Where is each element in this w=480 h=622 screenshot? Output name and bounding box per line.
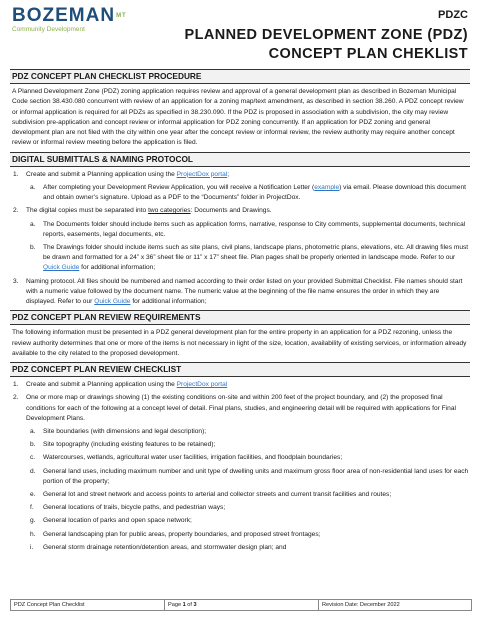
footer-revision-date: Revision Date: December 2022	[322, 602, 400, 608]
logo-state: MT	[116, 13, 127, 19]
form-code: PDZC	[438, 9, 468, 21]
page-subtitle: CONCEPT PLAN CHEKLIST	[268, 46, 468, 62]
subitem-text: General locations of trails, bicycle paths, and pedestrian ways;	[43, 504, 226, 512]
item-text: for additional information;	[130, 298, 207, 306]
page-title: PLANNED DEVELOPMENT ZONE (PDZ)	[184, 27, 468, 43]
subitem-letter: a.	[30, 427, 36, 435]
checklist-subitem	[26, 467, 470, 487]
list-item: 3. Naming protocol. All files should be numbered and named according to their order listed on your provided Submittal Checklist. File names should start with a numeric value followed by the document name. The numeric value at the beginning of the file name ensures the order in which they are displayed. Refer to our Quick Guide for additional information;	[13, 277, 463, 306]
checklist-subitem	[26, 503, 470, 513]
item-text: two categories	[148, 207, 191, 215]
checklist-subitem	[26, 427, 470, 437]
section-heading-digital: DIGITAL SUBMITTALS & NAMING PROTOCOL	[10, 152, 470, 167]
footer-text: Page	[168, 602, 183, 608]
footer-page-number	[165, 600, 319, 610]
digital-list	[10, 170, 470, 307]
sub-list	[26, 427, 470, 553]
item-text: The digital copies must be separated into	[26, 207, 149, 215]
item-text: Naming protocol. All files should be numbered and named according to their order listed on your provided Submittal Checklist. File names should start with a numeric value followed by the document name. The numeric value at the beginning of the file name ensures the order in which they are displayed. Refer to our	[26, 277, 463, 306]
checklist-subitem	[26, 453, 470, 463]
item-text: The Documents folder should include items such as application forms, narrative, response to City comments, supplemental documents, technical reports, easements, legal documents, etc.	[43, 220, 466, 238]
item-text: ;	[227, 170, 230, 178]
subitem-letter: e.	[30, 490, 36, 498]
checklist-list	[10, 380, 470, 553]
item-text: After completing your Development Review Application, you will receive a Notification Letter (	[43, 183, 315, 191]
header	[10, 0, 470, 66]
subitem-letter: i.	[30, 543, 34, 551]
page-footer	[10, 599, 472, 611]
subitem-text: General lot and street network and access points to arterial and collector streets and current transit facilities and routes;	[43, 490, 392, 498]
list-item: 2. The digital copies must be separated into two categories: Documents and Drawings. a. The Documents folder should include items such as application forms, narrative, response to City comments, supplemental documents, technical reports, easements, legal documents, etc. b. The Drawings folder should include items such as site plans, civil plans, landscape plans, photometric plans, elevations, etc. All drawing files must be drawn and formatted for a 24” x 36” sheet file or 11” x 17” sheet file. Plan pages shall be properly oriented in landscape mode. Refer to our Quick Guide for additional information;	[10, 206, 470, 273]
checklist-subitem	[26, 530, 470, 540]
item-text: Create and submit a Planning application using the	[26, 170, 177, 178]
requirements-paragraph: The following information must be presented in a PDZ general development plan for the entire property in an application for a PDZ rezoning, unless the review authority determines that one or more of the items is not necessary in light of the size, location, availability of existing services, or information already available to the city related to the proposed development.	[12, 329, 467, 357]
checklist-subitem	[26, 440, 470, 450]
procedure-paragraph: A Planned Development Zone (PDZ) zoning application requires review and approval of a general development plan as described in Bozeman Municipal Code section 38.430.080 concurrent with review of an application for a zoning map/text amendment, as described in section 38.260. A PDZ concept review or informal application is required for all PDZs as specified in 38.230.090. If the PDZ is proposed in association with a subdivision, the city may review subdivision pre-application and concept review or informal application for PDZ zoning concurrently. If an application for PDZ zoning and general development plan are not filed with the city within one year after the concept review or informal review, the review authority may require another concept review or informal review meeting before the application is filed.	[12, 88, 464, 147]
section-heading-checklist: PDZ CONCEPT PLAN REVIEW CHECKLIST	[10, 362, 470, 377]
logo-wordmark: BOZEMAN	[12, 5, 116, 26]
item-text: : Documents and Drawings.	[190, 207, 272, 215]
item-text: ) via email. Please download this document and obtain owner’s signature. Upload as a PDF to the “Documents” folder in ProjectDox.	[43, 183, 466, 202]
footer-text: 1	[182, 602, 186, 608]
list-item: b. The Drawings folder should include items such as site plans, civil plans, landscape plans, photometric plans, elevations, etc. All drawing files must be drawn and formatted for a 24” x 36” sheet file or 11” x 17” sheet file. Plan pages shall be properly oriented in landscape mode. Refer to our Quick Guide for additional information;	[30, 244, 469, 272]
subitem-text: General land uses, including maximum number and unit type of dwelling units and maximum gross floor area of non-residential land uses for each portion of the property;	[43, 467, 469, 485]
item-text: One or more map or drawings showing (1) the existing conditions on-site and within 200 feet of the project boundary, and (2) the proposed final conditions for each of the following at a concept level of detail. Final plans, studies, and engineering detail will be required with applications for Final Development Plans.	[26, 394, 456, 422]
list-item: 2. One or more map or drawings showing (1) the existing conditions on-site and within 200 feet of the project boundary, and (2) the proposed final conditions for each of the following at a concept level of detail. Final plans, studies, and engineering detail will be required with applications for Final Development Plans. a. Site boundaries (with dimensions and legal description); b. Site topography (including existing features to be retained); c. Watercourses, wetlands, agricultural water user facilities, irrigation facilities, and floodplain boundaries; d. General land uses, including maximum number and unit type of dwelling units and maximum gross floor area of non-residential land uses for each portion of the property; e. General lot and street network and access points to arterial and collector streets and current transit facilities and routes; f. General locations of trails, bicycle paths, and pedestrian ways; g. General location of parks and open space network; h. General landscaping plan for public areas, property boundaries, and proposed street frontages; i. General storm drainage retention/detention areas, and stormwater design plan; and	[10, 393, 470, 553]
footer-text: of	[185, 602, 194, 608]
item-text: The Drawings folder should include items such as site plans, civil plans, landscape plans, photometric plans, elevations, etc. All drawing files must be drawn and formatted for a 24” x 36” sheet file or 11” x 17” sheet file. Plan pages shall be properly oriented in landscape mode. Refer to our	[43, 244, 469, 262]
list-item: 1. Create and submit a Planning application using the ProjectDox portal; a. After completing your Development Review Application, you will receive a Notification Letter (example) via email. Please download this document and obtain owner’s signature. Upload as a PDF to the “Documents” folder in ProjectDox.	[10, 170, 470, 204]
logo-subtitle: Community Development	[12, 26, 85, 33]
subitem-text: Site boundaries (with dimensions and legal description);	[43, 427, 207, 435]
list-item: a. The Documents folder should include items such as application forms, narrative, response to City comments, supplemental documents, technical reports, easements, legal documents, etc.	[30, 220, 466, 238]
projectdox-link[interactable]: ProjectDox portal	[176, 170, 228, 178]
projectdox-link[interactable]: ProjectDox portal	[176, 381, 228, 389]
subitem-text: General landscaping plan for public areas, property boundaries, and proposed street frontages;	[43, 530, 321, 538]
subitem-letter: d.	[30, 467, 36, 475]
sub-list	[26, 220, 470, 274]
subitem-text: General storm drainage retention/detention areas, and stormwater design plan; and	[43, 543, 287, 551]
section-heading-requirements: PDZ CONCEPT PLAN REVIEW REQUIREMENTS	[10, 310, 470, 325]
bozeman-logo	[12, 6, 127, 34]
document-page	[10, 0, 470, 556]
footer-text: 3	[193, 602, 197, 608]
list-item: a. After completing your Development Review Application, you will receive a Notification Letter (example) via email. Please download this document and obtain owner’s signature. Upload as a PDF to the “Documents” folder in ProjectDox.	[30, 183, 466, 202]
quick-guide-link[interactable]: Quick Guide	[94, 298, 131, 306]
sub-list	[26, 183, 470, 203]
section-heading-procedure: PDZ CONCEPT PLAN CHECKLIST PROCEDURE	[10, 69, 470, 84]
checklist-subitem	[26, 490, 470, 500]
subitem-letter: h.	[30, 530, 36, 538]
item-text: Create and submit a Planning application using the	[26, 381, 177, 389]
checklist-subitem	[26, 516, 470, 526]
footer-doc-title: PDZ Concept Plan Checklist	[11, 600, 165, 610]
subitem-letter: c.	[30, 454, 36, 462]
subitem-text: Watercourses, wetlands, agricultural water user facilities, irrigation facilities, and floodplain boundaries;	[43, 454, 343, 462]
checklist-subitem	[26, 543, 470, 553]
list-item: 1. Create and submit a Planning application using the ProjectDox portal	[13, 381, 228, 389]
quick-guide-link[interactable]: Quick Guide	[43, 264, 80, 272]
item-text: for additional information;	[79, 264, 156, 272]
subitem-letter: g.	[30, 517, 36, 525]
subitem-text: General location of parks and open space network;	[43, 517, 192, 525]
subitem-letter: b.	[30, 441, 36, 449]
example-link[interactable]: example	[314, 183, 340, 191]
subitem-letter: f.	[30, 504, 34, 512]
subitem-text: Site topography (including existing features to be retained);	[43, 441, 216, 449]
